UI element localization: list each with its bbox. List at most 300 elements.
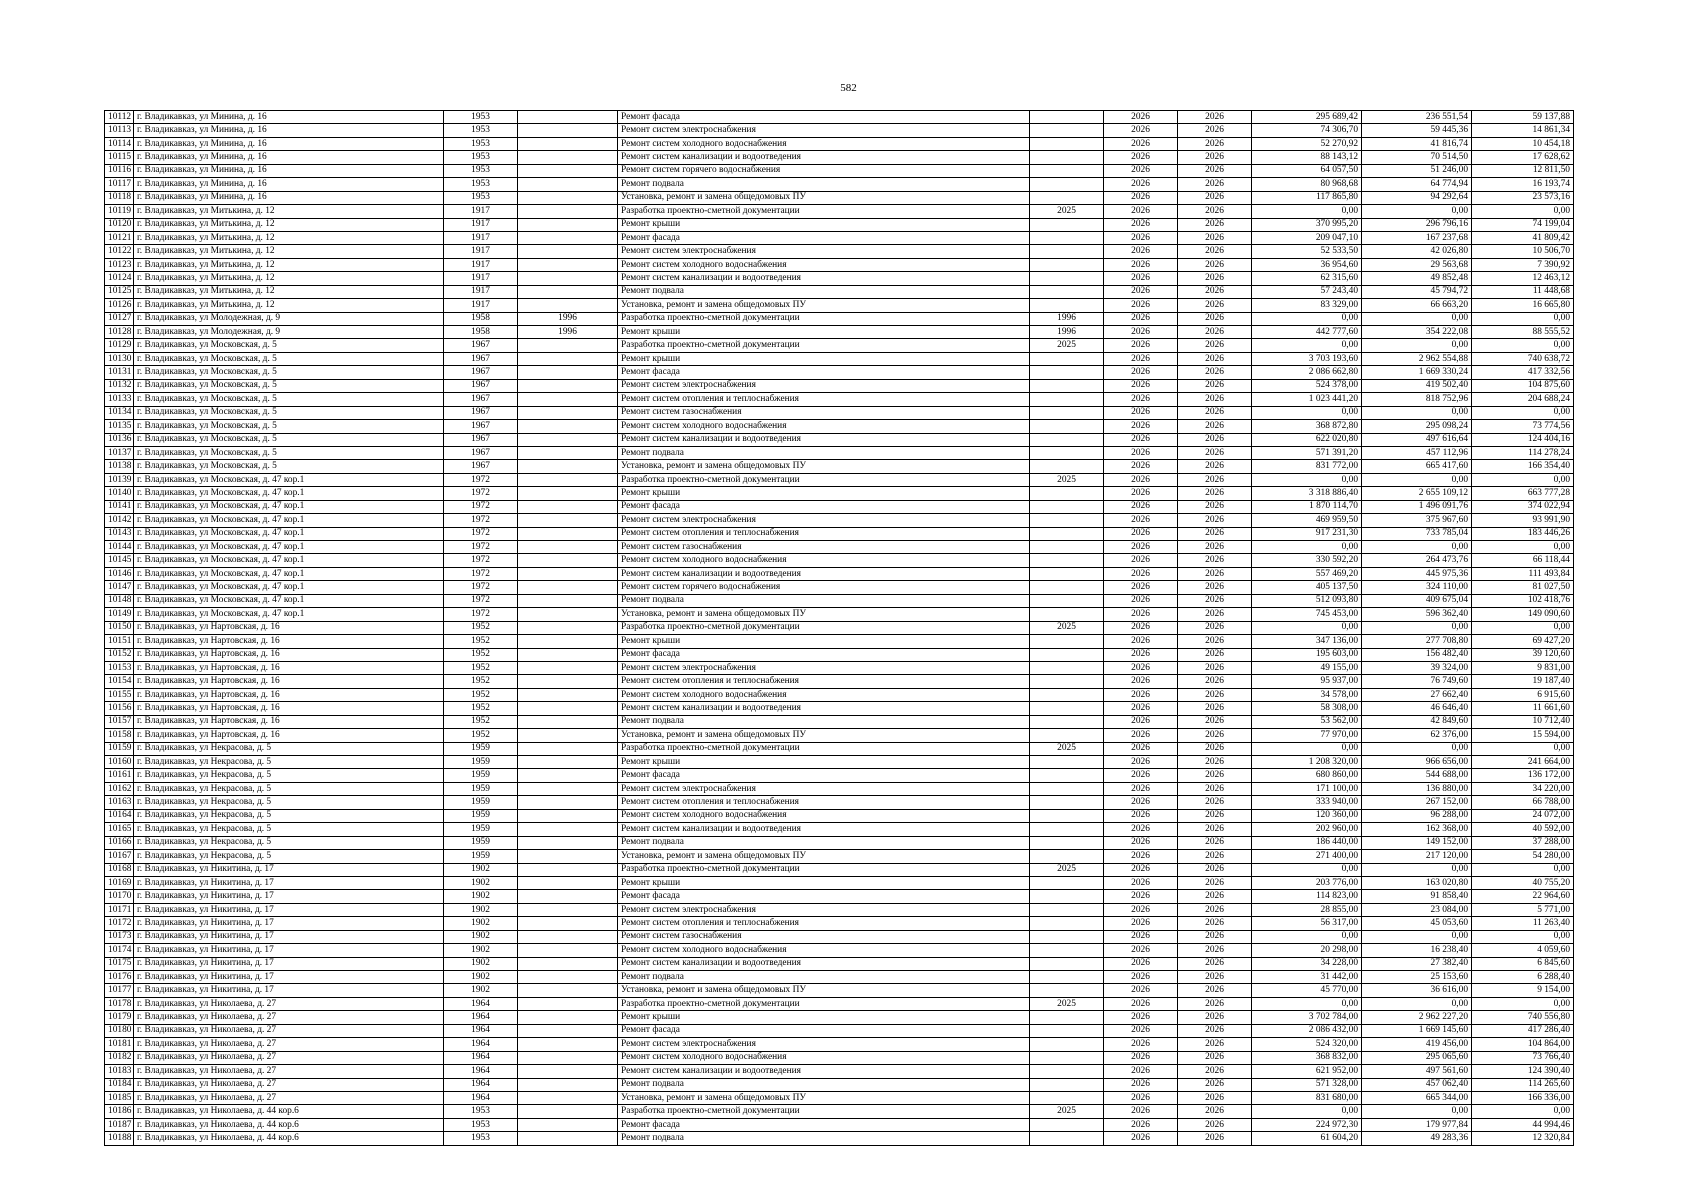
reconstruction-year-cell [518,339,618,352]
build-year-cell: 1972 [444,514,518,527]
work-type-cell: Ремонт фасада [618,231,1030,244]
work-type-cell: Ремонт систем холодного водоснабжения [618,944,1030,957]
fund-cost-cell: 45 794,72 [1362,285,1472,298]
start-year-cell: 2026 [1104,1024,1178,1037]
reconstruction-year-cell [518,702,618,715]
owner-cost-cell: 66 788,00 [1472,796,1574,809]
row-number-cell: 10154 [105,675,134,688]
address-cell: г. Владикавказ, ул Минина, д. 16 [134,124,444,137]
row-number-cell: 10121 [105,231,134,244]
total-cost-cell: 917 231,30 [1252,527,1362,540]
build-year-cell: 1964 [444,1011,518,1024]
fund-cost-cell: 0,00 [1362,621,1472,634]
row-number-cell: 10127 [105,312,134,325]
total-cost-cell: 831 772,00 [1252,460,1362,473]
address-cell: г. Владикавказ, ул Николаева, д. 27 [134,1011,444,1024]
start-year-cell: 2026 [1104,850,1178,863]
owner-cost-cell: 12 811,50 [1472,164,1574,177]
table-row [105,997,1574,1010]
end-year-cell: 2026 [1178,661,1252,674]
fund-cost-cell: 2 962 227,20 [1362,1011,1472,1024]
fund-cost-cell: 497 561,60 [1362,1065,1472,1078]
reconstruction-year-cell [518,137,618,150]
address-cell: г. Владикавказ, ул Некрасова, д. 5 [134,809,444,822]
end-year-cell: 2026 [1178,191,1252,204]
build-year-cell: 1952 [444,675,518,688]
end-year-cell: 2026 [1178,205,1252,218]
prior-year-cell [1030,850,1104,863]
owner-cost-cell: 183 446,26 [1472,527,1574,540]
address-cell: г. Владикавказ, ул Некрасова, д. 5 [134,823,444,836]
total-cost-cell: 202 960,00 [1252,823,1362,836]
owner-cost-cell: 417 332,56 [1472,366,1574,379]
reconstruction-year-cell [518,567,618,580]
prior-year-cell [1030,581,1104,594]
prior-year-cell [1030,514,1104,527]
owner-cost-cell: 102 418,76 [1472,594,1574,607]
build-year-cell: 1917 [444,231,518,244]
address-cell: г. Владикавказ, ул Никитина, д. 17 [134,930,444,943]
start-year-cell: 2026 [1104,1105,1178,1118]
start-year-cell: 2026 [1104,124,1178,137]
prior-year-cell [1030,756,1104,769]
work-type-cell: Разработка проектно-сметной документации [618,621,1030,634]
total-cost-cell: 370 995,20 [1252,218,1362,231]
work-type-cell: Разработка проектно-сметной документации [618,205,1030,218]
fund-cost-cell: 457 112,96 [1362,446,1472,459]
address-cell: г. Владикавказ, ул Московская, д. 47 кор.1 [134,554,444,567]
owner-cost-cell: 23 573,16 [1472,191,1574,204]
prior-year-cell [1030,675,1104,688]
address-cell: г. Владикавказ, ул Московская, д. 47 кор.1 [134,527,444,540]
work-type-cell: Ремонт систем холодного водоснабжения [618,554,1030,567]
work-type-cell: Установка, ремонт и замена общедомовых ПУ [618,1091,1030,1104]
address-cell: г. Владикавказ, ул Московская, д. 47 кор.1 [134,594,444,607]
build-year-cell: 1902 [444,957,518,970]
build-year-cell: 1953 [444,178,518,191]
row-number-cell: 10117 [105,178,134,191]
reconstruction-year-cell [518,393,618,406]
prior-year-cell [1030,124,1104,137]
end-year-cell: 2026 [1178,420,1252,433]
owner-cost-cell: 374 022,94 [1472,500,1574,513]
prior-year-cell [1030,836,1104,849]
fund-cost-cell: 16 238,40 [1362,944,1472,957]
total-cost-cell: 53 562,00 [1252,715,1362,728]
table-row [105,715,1574,728]
table-row [105,554,1574,567]
build-year-cell: 1902 [444,863,518,876]
prior-year-cell [1030,258,1104,271]
page-number: 582 [840,82,857,94]
end-year-cell: 2026 [1178,796,1252,809]
prior-year-cell [1030,272,1104,285]
start-year-cell: 2026 [1104,1078,1178,1091]
work-type-cell: Разработка проектно-сметной документации [618,312,1030,325]
table-row [105,124,1574,137]
total-cost-cell: 0,00 [1252,930,1362,943]
start-year-cell: 2026 [1104,917,1178,930]
address-cell: г. Владикавказ, ул Никитина, д. 17 [134,863,444,876]
owner-cost-cell: 59 137,88 [1472,111,1574,124]
fund-cost-cell: 264 473,76 [1362,554,1472,567]
build-year-cell: 1959 [444,769,518,782]
fund-cost-cell: 1 669 330,24 [1362,366,1472,379]
row-number-cell: 10114 [105,137,134,150]
work-type-cell: Ремонт крыши [618,635,1030,648]
address-cell: г. Владикавказ, ул Нартовская, д. 16 [134,702,444,715]
address-cell: г. Владикавказ, ул Николаева, д. 27 [134,1051,444,1064]
end-year-cell: 2026 [1178,178,1252,191]
table-row [105,231,1574,244]
build-year-cell: 1959 [444,823,518,836]
address-cell: г. Владикавказ, ул Московская, д. 5 [134,379,444,392]
build-year-cell: 1902 [444,984,518,997]
start-year-cell: 2026 [1104,299,1178,312]
table-row [105,567,1574,580]
work-type-cell: Установка, ремонт и замена общедомовых ПУ [618,984,1030,997]
work-type-cell: Разработка проектно-сметной документации [618,473,1030,486]
work-type-cell: Ремонт систем отопления и теплоснабжения [618,917,1030,930]
owner-cost-cell: 149 090,60 [1472,608,1574,621]
start-year-cell: 2026 [1104,554,1178,567]
start-year-cell: 2026 [1104,675,1178,688]
work-type-cell: Ремонт систем электроснабжения [618,245,1030,258]
fund-cost-cell: 277 708,80 [1362,635,1472,648]
end-year-cell: 2026 [1178,299,1252,312]
total-cost-cell: 0,00 [1252,339,1362,352]
total-cost-cell: 0,00 [1252,473,1362,486]
start-year-cell: 2026 [1104,1011,1178,1024]
fund-cost-cell: 0,00 [1362,406,1472,419]
start-year-cell: 2026 [1104,460,1178,473]
total-cost-cell: 0,00 [1252,312,1362,325]
start-year-cell: 2026 [1104,796,1178,809]
address-cell: г. Владикавказ, ул Московская, д. 47 кор.1 [134,581,444,594]
owner-cost-cell: 16 665,80 [1472,299,1574,312]
start-year-cell: 2026 [1104,1118,1178,1131]
prior-year-cell [1030,1091,1104,1104]
build-year-cell: 1959 [444,782,518,795]
total-cost-cell: 1 870 114,70 [1252,500,1362,513]
build-year-cell: 1959 [444,836,518,849]
prior-year-cell [1030,876,1104,889]
work-type-cell: Установка, ремонт и замена общедомовых ПУ [618,191,1030,204]
fund-cost-cell: 96 288,00 [1362,809,1472,822]
fund-cost-cell: 91 858,40 [1362,890,1472,903]
total-cost-cell: 120 360,00 [1252,809,1362,822]
address-cell: г. Владикавказ, ул Московская, д. 47 кор.1 [134,567,444,580]
row-number-cell: 10159 [105,742,134,755]
end-year-cell: 2026 [1178,890,1252,903]
total-cost-cell: 831 680,00 [1252,1091,1362,1104]
fund-cost-cell: 149 152,00 [1362,836,1472,849]
address-cell: г. Владикавказ, ул Митькина, д. 12 [134,258,444,271]
start-year-cell: 2026 [1104,500,1178,513]
build-year-cell: 1959 [444,796,518,809]
reconstruction-year-cell [518,352,618,365]
owner-cost-cell: 5 771,00 [1472,903,1574,916]
prior-year-cell [1030,957,1104,970]
reconstruction-year-cell [518,1024,618,1037]
end-year-cell: 2026 [1178,850,1252,863]
prior-year-cell: 2025 [1030,742,1104,755]
work-type-cell: Установка, ремонт и замена общедомовых ПУ [618,850,1030,863]
row-number-cell: 10130 [105,352,134,365]
table-row [105,272,1574,285]
build-year-cell: 1902 [444,917,518,930]
build-year-cell: 1972 [444,500,518,513]
total-cost-cell: 469 959,50 [1252,514,1362,527]
reconstruction-year-cell: 1996 [518,312,618,325]
reconstruction-year-cell [518,164,618,177]
end-year-cell: 2026 [1178,1024,1252,1037]
work-type-cell: Ремонт подвала [618,1132,1030,1145]
reconstruction-year-cell [518,433,618,446]
prior-year-cell [1030,500,1104,513]
end-year-cell: 2026 [1178,245,1252,258]
address-cell: г. Владикавказ, ул Московская, д. 5 [134,366,444,379]
row-number-cell: 10156 [105,702,134,715]
work-type-cell: Ремонт систем канализации и водоотведения [618,823,1030,836]
start-year-cell: 2026 [1104,514,1178,527]
reconstruction-year-cell [518,930,618,943]
prior-year-cell [1030,1051,1104,1064]
end-year-cell: 2026 [1178,1038,1252,1051]
fund-cost-cell: 236 551,54 [1362,111,1472,124]
owner-cost-cell: 0,00 [1472,473,1574,486]
owner-cost-cell: 10 454,18 [1472,137,1574,150]
owner-cost-cell: 0,00 [1472,742,1574,755]
fund-cost-cell: 163 020,80 [1362,876,1472,889]
prior-year-cell [1030,1065,1104,1078]
total-cost-cell: 621 952,00 [1252,1065,1362,1078]
start-year-cell: 2026 [1104,433,1178,446]
build-year-cell: 1959 [444,809,518,822]
table-row [105,782,1574,795]
build-year-cell: 1917 [444,299,518,312]
row-number-cell: 10151 [105,635,134,648]
start-year-cell: 2026 [1104,527,1178,540]
build-year-cell: 1952 [444,688,518,701]
start-year-cell: 2026 [1104,648,1178,661]
row-number-cell: 10123 [105,258,134,271]
end-year-cell: 2026 [1178,648,1252,661]
start-year-cell: 2026 [1104,661,1178,674]
table-row [105,245,1574,258]
prior-year-cell [1030,299,1104,312]
start-year-cell: 2026 [1104,1132,1178,1145]
end-year-cell: 2026 [1178,863,1252,876]
start-year-cell: 2026 [1104,151,1178,164]
address-cell: г. Владикавказ, ул Нартовская, д. 16 [134,715,444,728]
table-row [105,1091,1574,1104]
end-year-cell: 2026 [1178,742,1252,755]
total-cost-cell: 0,00 [1252,406,1362,419]
work-type-cell: Ремонт подвала [618,178,1030,191]
fund-cost-cell: 62 376,00 [1362,729,1472,742]
end-year-cell: 2026 [1178,769,1252,782]
total-cost-cell: 333 940,00 [1252,796,1362,809]
work-type-cell: Ремонт фасада [618,500,1030,513]
address-cell: г. Владикавказ, ул Московская, д. 47 кор.1 [134,608,444,621]
reconstruction-year-cell [518,1065,618,1078]
start-year-cell: 2026 [1104,420,1178,433]
prior-year-cell: 2025 [1030,997,1104,1010]
total-cost-cell: 745 453,00 [1252,608,1362,621]
owner-cost-cell: 11 448,68 [1472,285,1574,298]
reconstruction-year-cell [518,299,618,312]
table-row [105,527,1574,540]
prior-year-cell [1030,487,1104,500]
build-year-cell: 1917 [444,205,518,218]
work-type-cell: Ремонт систем электроснабжения [618,903,1030,916]
table-row [105,850,1574,863]
fund-cost-cell: 0,00 [1362,541,1472,554]
fund-cost-cell: 49 283,36 [1362,1132,1472,1145]
start-year-cell: 2026 [1104,903,1178,916]
fund-cost-cell: 1 496 091,76 [1362,500,1472,513]
row-number-cell: 10132 [105,379,134,392]
reconstruction-year-cell [518,635,618,648]
end-year-cell: 2026 [1178,406,1252,419]
owner-cost-cell: 12 463,12 [1472,272,1574,285]
total-cost-cell: 571 391,20 [1252,446,1362,459]
address-cell: г. Владикавказ, ул Николаева, д. 27 [134,1024,444,1037]
total-cost-cell: 512 093,80 [1252,594,1362,607]
fund-cost-cell: 295 065,60 [1362,1051,1472,1064]
table-row [105,608,1574,621]
owner-cost-cell: 4 059,60 [1472,944,1574,957]
total-cost-cell: 58 308,00 [1252,702,1362,715]
table-row [105,971,1574,984]
owner-cost-cell: 44 994,46 [1472,1118,1574,1131]
start-year-cell: 2026 [1104,890,1178,903]
fund-cost-cell: 51 246,00 [1362,164,1472,177]
owner-cost-cell: 24 072,00 [1472,809,1574,822]
reconstruction-year-cell [518,729,618,742]
start-year-cell: 2026 [1104,1091,1178,1104]
row-number-cell: 10126 [105,299,134,312]
build-year-cell: 1902 [444,903,518,916]
prior-year-cell: 2025 [1030,863,1104,876]
table-row [105,339,1574,352]
start-year-cell: 2026 [1104,1051,1178,1064]
address-cell: г. Владикавказ, ул Никитина, д. 17 [134,971,444,984]
build-year-cell: 1972 [444,608,518,621]
table-row [105,675,1574,688]
reconstruction-year-cell [518,944,618,957]
start-year-cell: 2026 [1104,1038,1178,1051]
row-number-cell: 10142 [105,514,134,527]
address-cell: г. Владикавказ, ул Николаева, д. 27 [134,997,444,1010]
reconstruction-year-cell [518,541,618,554]
start-year-cell: 2026 [1104,836,1178,849]
owner-cost-cell: 11 661,60 [1472,702,1574,715]
row-number-cell: 10129 [105,339,134,352]
end-year-cell: 2026 [1178,675,1252,688]
work-type-cell: Установка, ремонт и замена общедомовых ПУ [618,608,1030,621]
work-type-cell: Ремонт систем электроснабжения [618,1038,1030,1051]
end-year-cell: 2026 [1178,809,1252,822]
owner-cost-cell: 81 027,50 [1472,581,1574,594]
reconstruction-year-cell [518,272,618,285]
address-cell: г. Владикавказ, ул Никитина, д. 17 [134,984,444,997]
build-year-cell: 1917 [444,245,518,258]
start-year-cell: 2026 [1104,729,1178,742]
build-year-cell: 1917 [444,218,518,231]
row-number-cell: 10168 [105,863,134,876]
row-number-cell: 10137 [105,446,134,459]
table-row [105,930,1574,943]
end-year-cell: 2026 [1178,1118,1252,1131]
build-year-cell: 1953 [444,164,518,177]
address-cell: г. Владикавказ, ул Минина, д. 16 [134,111,444,124]
reconstruction-year-cell: 1996 [518,326,618,339]
row-number-cell: 10145 [105,554,134,567]
start-year-cell: 2026 [1104,164,1178,177]
end-year-cell: 2026 [1178,527,1252,540]
table-row [105,433,1574,446]
end-year-cell: 2026 [1178,272,1252,285]
row-number-cell: 10118 [105,191,134,204]
end-year-cell: 2026 [1178,1078,1252,1091]
end-year-cell: 2026 [1178,111,1252,124]
row-number-cell: 10180 [105,1024,134,1037]
row-number-cell: 10185 [105,1091,134,1104]
address-cell: г. Владикавказ, ул Московская, д. 47 кор.1 [134,514,444,527]
reconstruction-year-cell [518,111,618,124]
build-year-cell: 1964 [444,1078,518,1091]
owner-cost-cell: 34 220,00 [1472,782,1574,795]
build-year-cell: 1953 [444,111,518,124]
reconstruction-year-cell [518,863,618,876]
reconstruction-year-cell [518,688,618,701]
owner-cost-cell: 663 777,28 [1472,487,1574,500]
build-year-cell: 1972 [444,554,518,567]
prior-year-cell [1030,984,1104,997]
fund-cost-cell: 42 026,80 [1362,245,1472,258]
table-row [105,178,1574,191]
end-year-cell: 2026 [1178,460,1252,473]
work-type-cell: Ремонт подвала [618,285,1030,298]
fund-cost-cell: 295 098,24 [1362,420,1472,433]
end-year-cell: 2026 [1178,312,1252,325]
end-year-cell: 2026 [1178,971,1252,984]
owner-cost-cell: 241 664,00 [1472,756,1574,769]
start-year-cell: 2026 [1104,406,1178,419]
end-year-cell: 2026 [1178,1091,1252,1104]
row-number-cell: 10122 [105,245,134,258]
start-year-cell: 2026 [1104,379,1178,392]
end-year-cell: 2026 [1178,433,1252,446]
start-year-cell: 2026 [1104,137,1178,150]
start-year-cell: 2026 [1104,984,1178,997]
row-number-cell: 10120 [105,218,134,231]
row-number-cell: 10144 [105,541,134,554]
address-cell: г. Владикавказ, ул Нартовская, д. 16 [134,675,444,688]
table-row [105,514,1574,527]
fund-cost-cell: 966 656,00 [1362,756,1472,769]
owner-cost-cell: 740 638,72 [1472,352,1574,365]
address-cell: г. Владикавказ, ул Московская, д. 47 кор.1 [134,541,444,554]
address-cell: г. Владикавказ, ул Некрасова, д. 5 [134,836,444,849]
work-type-cell: Разработка проектно-сметной документации [618,339,1030,352]
start-year-cell: 2026 [1104,339,1178,352]
work-type-cell: Ремонт систем электроснабжения [618,124,1030,137]
row-number-cell: 10157 [105,715,134,728]
total-cost-cell: 114 823,00 [1252,890,1362,903]
